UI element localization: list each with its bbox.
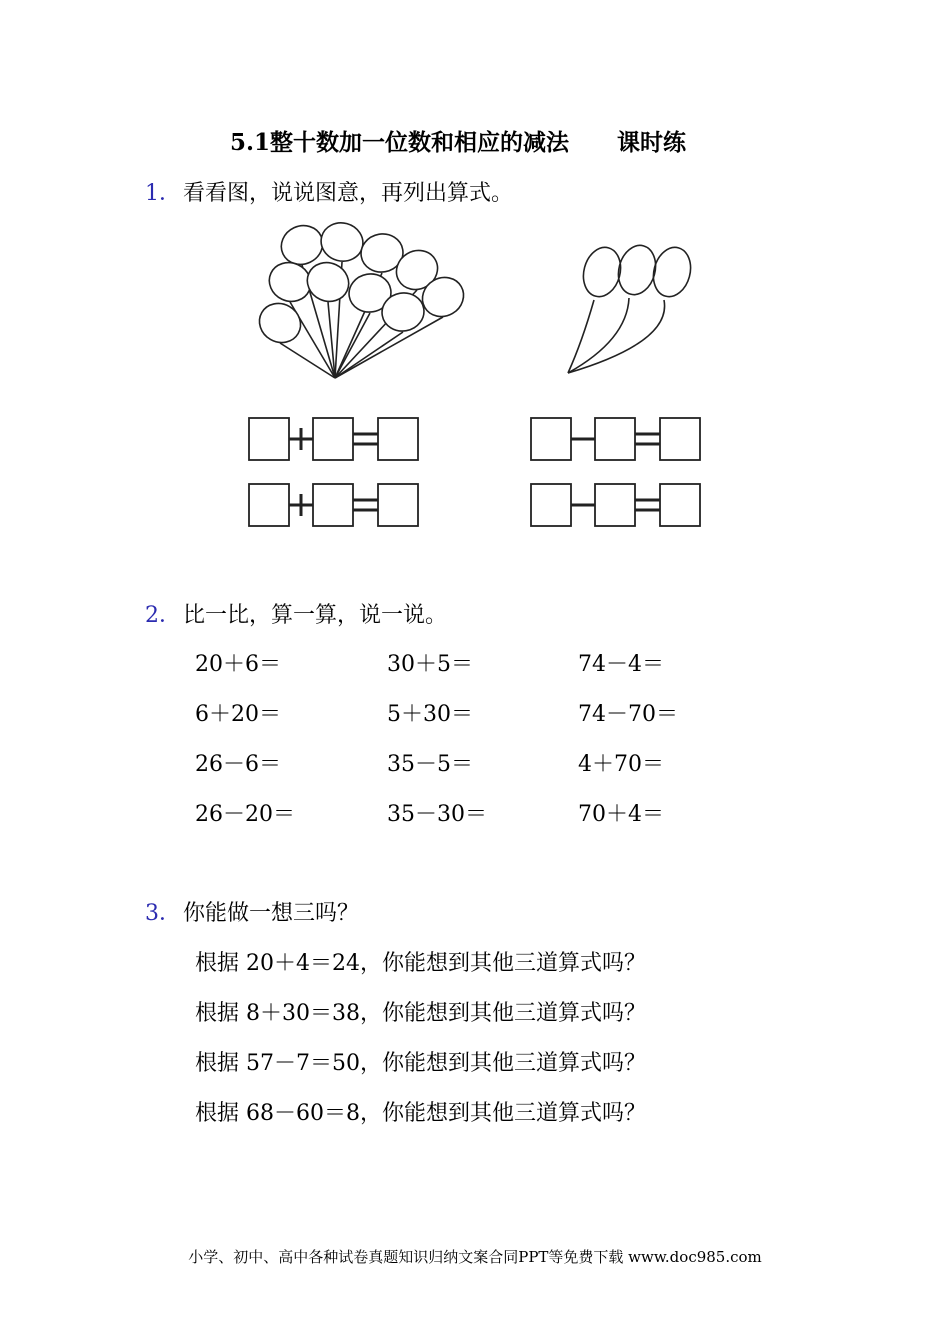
answer-boxes xyxy=(249,418,700,526)
answer-box xyxy=(249,418,289,460)
equation: 35－30＝ xyxy=(387,802,487,827)
page-title: 5.1整十数加一位数和相应的减法 课时练 xyxy=(230,129,687,156)
balloon xyxy=(301,256,355,308)
balloon-figure xyxy=(0,0,950,560)
answer-box xyxy=(313,484,353,526)
answer-box xyxy=(378,484,418,526)
q3-line: 根据 68－60＝8，你能想到其他三道算式吗？ xyxy=(195,1101,646,1126)
balloon-string xyxy=(568,300,594,373)
answer-box xyxy=(660,418,700,460)
equation: 6＋20＝ xyxy=(195,702,281,727)
answer-box xyxy=(313,418,353,460)
balloon xyxy=(252,296,307,350)
answer-box xyxy=(595,418,635,460)
answer-box xyxy=(249,484,289,526)
equation: 4＋70＝ xyxy=(578,752,664,777)
right-balloons xyxy=(568,241,696,373)
q3-line: 根据 57－7＝50，你能想到其他三道算式吗？ xyxy=(195,1051,646,1076)
q3-line: 根据 20＋4＝24，你能想到其他三道算式吗？ xyxy=(195,951,646,976)
q3-line: 根据 8＋30＝38，你能想到其他三道算式吗？ xyxy=(195,1001,646,1026)
left-balloons xyxy=(252,218,470,378)
equation: 74－70＝ xyxy=(578,702,678,727)
balloon xyxy=(317,218,367,266)
answer-box xyxy=(660,484,700,526)
q2-text: 比一比，算一算，说一说。 xyxy=(183,603,448,628)
equation: 35－5＝ xyxy=(387,752,473,777)
q3-text: 你能做一想三吗？ xyxy=(183,901,360,926)
answer-box xyxy=(531,418,571,460)
answer-box xyxy=(595,484,635,526)
footer-text: 小学、初中、高中各种试卷真题知识归纳文案合同PPT等免费下载 www.doc985.com xyxy=(188,1248,762,1266)
q2-number: 2． xyxy=(145,603,181,628)
q3-number: 3． xyxy=(145,901,181,926)
answer-box xyxy=(378,418,418,460)
answer-box xyxy=(531,484,571,526)
equation: 26－6＝ xyxy=(195,752,281,777)
equation: 70＋4＝ xyxy=(578,802,664,827)
equation: 5＋30＝ xyxy=(387,702,473,727)
equation: 30＋5＝ xyxy=(387,652,473,677)
balloon-string xyxy=(568,298,629,373)
equation: 26－20＝ xyxy=(195,802,295,827)
q1-number: 1． xyxy=(145,181,181,206)
equation: 74－4＝ xyxy=(578,652,664,677)
q1-text: 看看图，说说图意，再列出算式。 xyxy=(183,181,514,206)
equation: 20＋6＝ xyxy=(195,652,281,677)
